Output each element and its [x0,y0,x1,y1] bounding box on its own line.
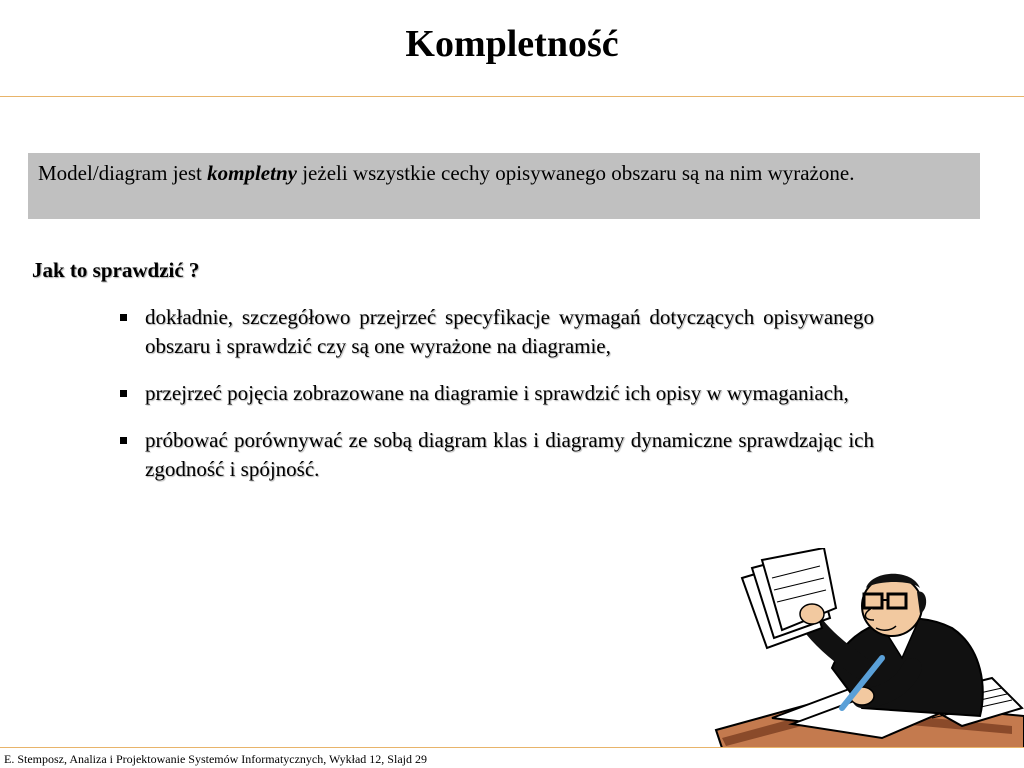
definition-text-after: jeżeli wszystkie cechy opisywanego obszaru są na nim wyrażone. [296,161,855,185]
definition-text-before: Model/diagram jest [38,161,208,185]
title-divider [0,96,1024,97]
bullet-text: próbować porównywać ze sobą diagram klas i diagramy dynamiczne sprawdzając ich zgodność i spójność. [145,428,874,481]
definition-box [28,153,980,219]
office-worker-with-papers-illustration [712,548,1024,748]
definition-emphasis: kompletny [207,161,297,185]
bullet-text: przejrzeć pojęcia zobrazowane na diagramie i sprawdzić ich opisy w wymaganiach, [145,381,849,405]
bullet-list [118,303,874,502]
bullet-text: dokładnie, szczegółowo przejrzeć specyfikacje wymagań dotyczących opisywanego obszaru i sprawdzić czy są one wyrażone na diagramie, [145,305,874,358]
slide-title: Kompletność [405,23,619,65]
bullet-item [118,303,874,361]
square-bullet-icon [120,314,127,321]
bullet-item [118,426,874,484]
square-bullet-icon [120,437,127,444]
footer-divider [0,747,1024,748]
bullet-item [118,379,874,408]
question-heading: Jak to sprawdzić ? [32,258,200,282]
slide-footer: E. Stemposz, Analiza i Projektowanie Systemów Informatycznych, Wykład 12, Slajd 29 [4,752,427,766]
square-bullet-icon [120,390,127,397]
